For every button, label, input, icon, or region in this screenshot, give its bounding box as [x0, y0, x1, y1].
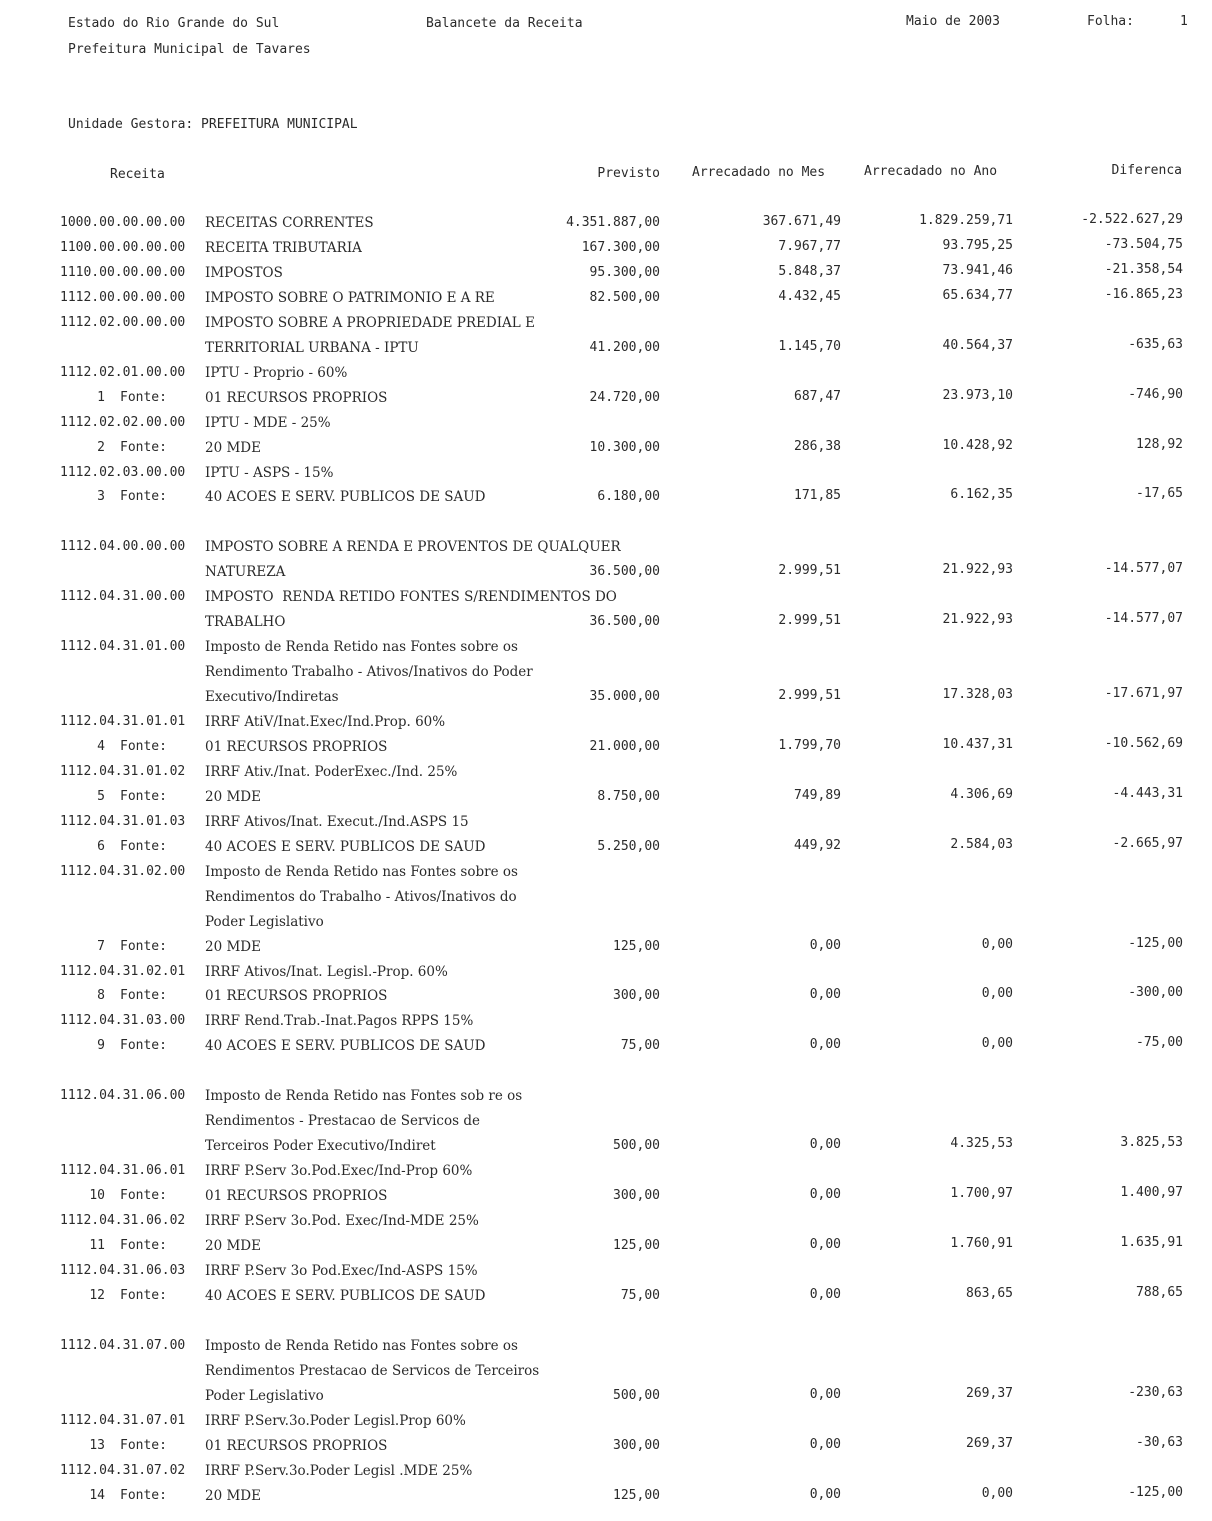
amount-arrecadado-ano: 1.760,91: [950, 1235, 1013, 1251]
amount-arrecadado-mes: 0,00: [809, 1436, 841, 1452]
amount-arrecadado-mes: 0,00: [809, 987, 841, 1003]
account-description: IRRF AtiV/Inat.Exec/Ind.Prop. 60%: [205, 714, 446, 730]
amount-arrecadado-ano: 17.328,03: [942, 687, 1013, 702]
amount-arrecadado-ano: 863,65: [966, 1285, 1013, 1301]
amount-previsto: 21.000,00: [589, 738, 660, 754]
table-row: [0, 935, 1212, 959]
amount-previsto: 10.300,00: [589, 439, 660, 455]
amount-previsto: 24.720,00: [589, 389, 660, 405]
source-label: Fonte:: [120, 389, 167, 405]
account-code: 1112.04.31.06.03: [60, 1262, 186, 1278]
table-row: [0, 1413, 1212, 1433]
col-diferenca: Diferenca: [1111, 163, 1182, 178]
account-code: 1112.04.31.00.00: [60, 589, 186, 605]
state-name: Estado do Rio Grande do Sul: [68, 16, 280, 31]
amount-diferenca: -230,63: [1128, 1384, 1183, 1400]
account-description: RECEITAS CORRENTES: [205, 215, 374, 231]
account-code: 1112.04.31.01.02: [60, 763, 186, 779]
city-hall-name: Prefeitura Municipal de Tavares: [68, 42, 311, 57]
account-code: 1112.04.31.07.01: [60, 1412, 186, 1428]
table-row: [0, 212, 1212, 235]
source-number: 3: [97, 489, 105, 505]
source-label: Fonte:: [120, 938, 167, 954]
account-description: Terceiros Poder Executivo/Indiret: [205, 1138, 436, 1155]
account-description: 01 RECURSOS PROPRIOS: [205, 738, 388, 755]
amount-arrecadado-mes: 687,47: [794, 388, 841, 404]
amount-arrecadado-ano: 6.162,35: [950, 487, 1013, 503]
account-code: 1112.04.31.02.01: [60, 963, 186, 979]
source-label: Fonte:: [120, 439, 167, 455]
account-description: 20 MDE: [205, 1237, 261, 1254]
account-description: Imposto de Renda Retido nas Fontes sob re os: [205, 1088, 523, 1105]
account-description: Rendimentos Prestacao de Servicos de Terceiros: [205, 1362, 540, 1379]
account-description: IMPOSTO SOBRE A PROPRIEDADE PREDIAL E: [205, 314, 535, 331]
table-row: [0, 664, 1212, 684]
source-number: 10: [89, 1188, 105, 1203]
source-number: 14: [89, 1487, 105, 1503]
amount-arrecadado-mes: 1.145,70: [778, 338, 841, 354]
amount-diferenca: -17,65: [1136, 486, 1183, 502]
amount-previsto: 5.250,00: [597, 838, 660, 854]
amount-arrecadado-mes: 286,38: [794, 438, 841, 454]
table-row: [0, 814, 1212, 834]
amount-arrecadado-mes: 1.799,70: [778, 737, 841, 753]
amount-arrecadado-mes: 2.999,51: [778, 613, 841, 629]
amount-diferenca: 1.400,97: [1120, 1185, 1183, 1200]
table-row: [0, 336, 1212, 360]
account-description: 01 RECURSOS PROPRIOS: [205, 389, 388, 406]
source-label: Fonte:: [120, 838, 167, 854]
table-row: [0, 315, 1212, 335]
account-description: IMPOSTO SOBRE O PATRIMONIO E A RE: [205, 289, 495, 306]
account-code: 1112.04.31.06.00: [60, 1088, 186, 1104]
amount-previsto: 35.000,00: [589, 689, 660, 704]
account-description: IRRF P.Serv 3o.Pod. Exec/Ind-MDE 25%: [205, 1213, 479, 1229]
account-code: 1112.02.01.00.00: [60, 364, 186, 380]
source-label: Fonte:: [120, 1038, 167, 1054]
account-description: IPTU - MDE - 25%: [205, 414, 331, 431]
amount-previsto: 6.180,00: [597, 489, 660, 505]
amount-arrecadado-ano: 2.584,03: [950, 836, 1013, 852]
source-number: 8: [97, 988, 105, 1004]
amount-diferenca: 128,92: [1136, 436, 1183, 452]
source-label: Fonte:: [120, 1237, 167, 1253]
amount-arrecadado-mes: 0,00: [809, 1286, 841, 1302]
table-row: [0, 785, 1212, 809]
amount-diferenca: -125,00: [1128, 935, 1183, 951]
account-description: 01 RECURSOS PROPRIOS: [205, 1437, 388, 1454]
table-row: [0, 261, 1212, 285]
amount-diferenca: -14.577,07: [1104, 561, 1183, 577]
amount-diferenca: 1.635,91: [1120, 1234, 1183, 1250]
amount-arrecadado-mes: 0,00: [809, 1187, 841, 1202]
col-previsto: Previsto: [597, 166, 660, 181]
amount-diferenca: -73.504,75: [1104, 236, 1183, 252]
table-row: [0, 1338, 1212, 1358]
table-row: [0, 889, 1212, 909]
amount-diferenca: -10.562,69: [1104, 735, 1183, 751]
amount-previsto: 95.300,00: [589, 264, 660, 280]
account-code: 1112.02.00.00.00: [60, 314, 186, 330]
account-description: 20 MDE: [205, 1487, 261, 1504]
source-number: 1: [97, 389, 105, 405]
amount-arrecadado-ano: 4.325,53: [950, 1136, 1013, 1152]
table-row: [0, 735, 1212, 759]
account-code: 1112.04.31.07.02: [60, 1462, 186, 1478]
source-number: 11: [89, 1237, 105, 1253]
source-number: 4: [97, 738, 105, 754]
amount-previsto: 125,00: [613, 1487, 660, 1503]
source-number: 9: [97, 1038, 105, 1054]
account-code: 1112.04.31.01.03: [60, 813, 186, 829]
account-code: 1000.00.00.00.00: [60, 215, 186, 230]
amount-diferenca: -30,63: [1136, 1434, 1183, 1450]
amount-arrecadado-mes: 749,89: [794, 787, 841, 803]
table-row: [0, 1163, 1212, 1183]
table-row: [0, 486, 1212, 509]
table-row: [0, 1463, 1212, 1483]
table-row: [0, 415, 1212, 435]
account-description: TRABALHO: [205, 614, 286, 631]
account-description: IRRF P.Serv.3o.Poder Legisl .MDE 25%: [205, 1462, 473, 1479]
amount-arrecadado-mes: 5.848,37: [778, 263, 841, 279]
account-description: 40 ACOES E SERV. PUBLICOS DE SAUD: [205, 489, 486, 506]
blank-row: [0, 1063, 1212, 1083]
account-description: IPTU - Proprio - 60%: [205, 364, 348, 381]
account-description: 20 MDE: [205, 938, 261, 955]
account-description: Executivo/Indiretas: [205, 689, 339, 705]
amount-arrecadado-ano: 0,00: [981, 1036, 1013, 1052]
account-description: 20 MDE: [205, 788, 261, 805]
table-row: [0, 914, 1212, 934]
amount-arrecadado-mes: 0,00: [809, 937, 841, 953]
account-description: Rendimentos - Prestacao de Servicos de: [205, 1113, 480, 1130]
amount-arrecadado-mes: 0,00: [809, 1037, 841, 1053]
amount-arrecadado-ano: 0,00: [981, 1485, 1013, 1501]
col-arrecadado-ano: Arrecadado no Ano: [864, 164, 998, 179]
amount-arrecadado-ano: 269,37: [966, 1435, 1013, 1451]
page-label: Folha:: [1087, 14, 1134, 29]
amount-previsto: 500,00: [613, 1387, 660, 1403]
account-description: Poder Legislativo: [205, 913, 324, 930]
amount-arrecadado-ano: 1.829.259,71: [919, 213, 1013, 228]
account-description: IRRF P.Serv 3o Pod.Exec/Ind-ASPS 15%: [205, 1262, 478, 1279]
page-number: 1: [1180, 14, 1188, 29]
table-row: [0, 1013, 1212, 1033]
amount-arrecadado-ano: 65.634,77: [942, 287, 1013, 303]
amount-previsto: 82.500,00: [589, 289, 660, 305]
amount-arrecadado-ano: 10.437,31: [942, 736, 1013, 752]
amount-diferenca: -4.443,31: [1112, 785, 1183, 801]
account-description: NATUREZA: [205, 564, 286, 581]
amount-previsto: 500,00: [613, 1138, 660, 1154]
account-description: Imposto de Renda Retido nas Fontes sobre os: [205, 863, 518, 880]
amount-arrecadado-mes: 7.967,77: [778, 238, 841, 254]
table-row: [0, 835, 1212, 859]
amount-diferenca: -635,63: [1128, 336, 1183, 352]
report-title: Balancete da Receita: [426, 16, 583, 31]
table-row: [0, 864, 1212, 884]
amount-diferenca: -17.671,97: [1104, 686, 1183, 701]
amount-previsto: 8.750,00: [597, 788, 660, 804]
amount-diferenca: -125,00: [1128, 1484, 1183, 1500]
source-label: Fonte:: [120, 1437, 167, 1453]
account-description: 40 ACOES E SERV. PUBLICOS DE SAUD: [205, 1287, 486, 1304]
amount-arrecadado-ano: 23.973,10: [942, 387, 1013, 403]
account-description: IMPOSTO SOBRE A RENDA E PROVENTOS DE QUALQUER: [205, 539, 621, 556]
table-row: [0, 1284, 1212, 1308]
amount-arrecadado-ano: 73.941,46: [942, 262, 1013, 278]
col-arrecadado-mes: Arrecadado no Mes: [692, 165, 826, 180]
table-row: [0, 985, 1212, 1008]
managing-unit: Unidade Gestora: PREFEITURA MUNICIPAL: [68, 117, 358, 132]
table-row: [0, 1434, 1212, 1458]
account-description: IRRF P.Serv.3o.Poder Legisl.Prop 60%: [205, 1412, 466, 1429]
table-row: [0, 639, 1212, 659]
account-description: 01 RECURSOS PROPRIOS: [205, 1188, 388, 1204]
account-description: IMPOSTOS: [205, 264, 283, 281]
amount-arrecadado-mes: 367.671,49: [762, 214, 841, 229]
account-description: 40 ACOES E SERV. PUBLICOS DE SAUD: [205, 1038, 486, 1055]
table-row: [0, 539, 1212, 559]
source-number: 7: [97, 938, 105, 954]
amount-previsto: 75,00: [620, 1287, 660, 1303]
account-description: 20 MDE: [205, 439, 261, 456]
amount-previsto: 167.300,00: [581, 239, 660, 255]
source-number: 2: [97, 439, 105, 455]
account-description: IRRF Ativ./Inat. PoderExec./Ind. 25%: [205, 763, 458, 780]
account-description: TERRITORIAL URBANA - IPTU: [205, 339, 419, 356]
amount-diferenca: -746,90: [1128, 386, 1183, 402]
amount-previsto: 36.500,00: [589, 564, 660, 580]
account-code: 1112.04.31.06.02: [60, 1213, 186, 1228]
amount-diferenca: 3.825,53: [1120, 1135, 1183, 1151]
amount-previsto: 300,00: [613, 1188, 660, 1203]
source-label: Fonte:: [120, 1287, 167, 1303]
amount-diferenca: -16.865,23: [1104, 286, 1183, 302]
table-row: [0, 1035, 1212, 1058]
amount-previsto: 300,00: [613, 1437, 660, 1453]
account-code: 1112.04.31.01.00: [60, 639, 186, 655]
source-number: 13: [89, 1437, 105, 1453]
source-label: Fonte:: [120, 788, 167, 804]
account-code: 1112.02.02.00.00: [60, 414, 186, 430]
amount-arrecadado-ano: 1.700,97: [950, 1186, 1013, 1201]
source-label: Fonte:: [120, 988, 167, 1004]
amount-arrecadado-ano: 269,37: [966, 1385, 1013, 1401]
table-row: [0, 561, 1212, 584]
amount-arrecadado-mes: 0,00: [809, 1236, 841, 1252]
table-row: [0, 465, 1212, 485]
account-code: 1112.04.00.00.00: [60, 539, 186, 555]
amount-arrecadado-ano: 93.795,25: [942, 237, 1013, 253]
table-row: [0, 714, 1212, 734]
account-description: 40 ACOES E SERV. PUBLICOS DE SAUD: [205, 838, 486, 855]
table-row: [0, 1384, 1212, 1408]
account-code: 1112.00.00.00.00: [60, 289, 186, 305]
account-description: IRRF Ativos/Inat. Execut./Ind.ASPS 15: [205, 813, 469, 830]
amount-diferenca: -21.358,54: [1104, 261, 1183, 277]
table-row: [0, 764, 1212, 784]
amount-arrecadado-ano: 21.922,93: [942, 612, 1013, 628]
blank-row: [0, 1313, 1212, 1333]
col-receita: Receita: [110, 167, 165, 182]
amount-previsto: 75,00: [620, 1038, 660, 1054]
amount-arrecadado-ano: 21.922,93: [942, 562, 1013, 578]
account-description: RECEITA TRIBUTARIA: [205, 239, 362, 256]
amount-arrecadado-ano: 0,00: [981, 936, 1013, 952]
amount-previsto: 125,00: [613, 938, 660, 954]
account-description: IMPOSTO RENDA RETIDO FONTES S/RENDIMENTOS DO: [205, 589, 617, 606]
amount-diferenca: -2.665,97: [1112, 835, 1183, 851]
amount-arrecadado-mes: 2.999,51: [778, 563, 841, 579]
amount-arrecadado-ano: 0,00: [981, 986, 1013, 1002]
account-code: 1110.00.00.00.00: [60, 264, 186, 280]
amount-arrecadado-ano: 40.564,37: [942, 337, 1013, 353]
table-row: [0, 286, 1212, 310]
source-label: Fonte:: [120, 1188, 167, 1203]
amount-previsto: 4.351.887,00: [566, 215, 660, 230]
table-row: [0, 386, 1212, 410]
table-row: [0, 1135, 1212, 1158]
amount-arrecadado-ano: 10.428,92: [942, 437, 1013, 453]
amount-arrecadado-ano: 4.306,69: [950, 786, 1013, 802]
amount-diferenca: -75,00: [1136, 1035, 1183, 1051]
amount-arrecadado-mes: 0,00: [809, 1486, 841, 1502]
table-row: [0, 1213, 1212, 1233]
amount-arrecadado-mes: 2.999,51: [778, 688, 841, 703]
account-description: Rendimentos do Trabalho - Ativos/Inativos do: [205, 888, 517, 905]
table-row: [0, 1484, 1212, 1508]
amount-previsto: 125,00: [613, 1237, 660, 1253]
amount-diferenca: -2.522.627,29: [1081, 212, 1183, 227]
amount-previsto: 41.200,00: [589, 339, 660, 355]
table-row: [0, 236, 1212, 260]
table-row: [0, 589, 1212, 609]
account-code: 1112.02.03.00.00: [60, 464, 186, 480]
account-description: IRRF P.Serv 3o.Pod.Exec/Ind-Prop 60%: [205, 1163, 473, 1180]
table-row: [0, 1263, 1212, 1283]
table-row: [0, 686, 1212, 709]
table-row: [0, 1113, 1212, 1133]
source-number: 12: [89, 1287, 105, 1303]
source-label: Fonte:: [120, 1487, 167, 1503]
account-code: 1112.04.31.06.01: [60, 1163, 186, 1179]
account-code: 1112.04.31.03.00: [60, 1013, 186, 1029]
source-label: Fonte:: [120, 489, 167, 505]
amount-arrecadado-mes: 0,00: [809, 1137, 841, 1153]
table-row: [0, 1363, 1212, 1383]
account-code: 1112.04.31.01.01: [60, 714, 186, 729]
amount-previsto: 300,00: [613, 988, 660, 1004]
table-row: [0, 1185, 1212, 1208]
amount-arrecadado-mes: 449,92: [794, 837, 841, 853]
source-number: 6: [97, 838, 105, 854]
amount-diferenca: -14.577,07: [1104, 611, 1183, 627]
account-code: 1112.04.31.02.00: [60, 863, 186, 879]
amount-arrecadado-mes: 171,85: [794, 488, 841, 504]
report-period: Maio de 2003: [906, 14, 1000, 29]
table-row: [0, 1234, 1212, 1258]
table-row: [0, 436, 1212, 460]
table-row: [0, 611, 1212, 634]
amount-arrecadado-mes: 4.432,45: [778, 288, 841, 304]
account-code: 1112.04.31.07.00: [60, 1337, 186, 1353]
account-description: Imposto de Renda Retido nas Fontes sobre os: [205, 639, 518, 656]
account-description: IRRF Ativos/Inat. Legisl.-Prop. 60%: [205, 963, 448, 980]
amount-diferenca: -300,00: [1128, 985, 1183, 1001]
blank-row: [0, 514, 1212, 534]
account-description: IRRF Rend.Trab.-Inat.Pagos RPPS 15%: [205, 1013, 474, 1030]
amount-diferenca: 788,65: [1136, 1284, 1183, 1300]
amount-previsto: 36.500,00: [589, 614, 660, 630]
account-description: IPTU - ASPS - 15%: [205, 464, 334, 481]
source-number: 5: [97, 788, 105, 804]
account-description: 01 RECURSOS PROPRIOS: [205, 988, 388, 1005]
account-code: 1100.00.00.00.00: [60, 239, 186, 255]
amount-arrecadado-mes: 0,00: [809, 1386, 841, 1402]
account-description: Imposto de Renda Retido nas Fontes sobre os: [205, 1337, 518, 1354]
table-row: [0, 365, 1212, 385]
source-label: Fonte:: [120, 738, 167, 754]
table-row: [0, 964, 1212, 984]
account-description: Rendimento Trabalho - Ativos/Inativos do Poder: [205, 664, 533, 681]
table-row: [0, 1088, 1212, 1108]
account-description: Poder Legislativo: [205, 1387, 324, 1404]
